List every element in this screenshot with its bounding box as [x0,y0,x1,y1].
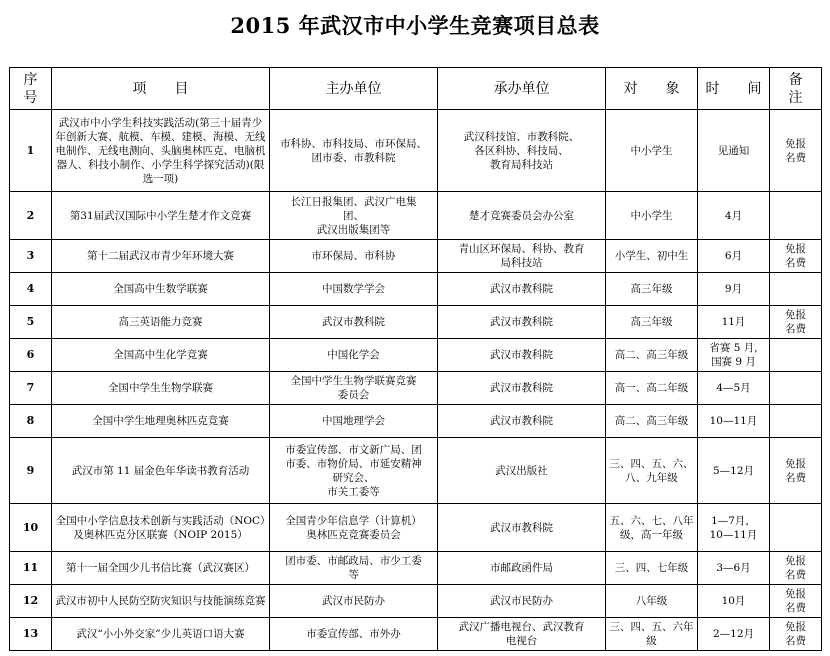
cell-num: 4 [10,273,52,306]
cell-target: 中小学生 [606,192,698,240]
cell-target: 小学生、初中生 [606,240,698,273]
cell-num: 3 [10,240,52,273]
cell-num: 12 [10,585,52,618]
cell-time: 1—7月， 10—11月 [698,504,770,552]
header-note: 备 注 [770,68,822,110]
cell-project: 第十二届武汉市青少年环境大赛 [52,240,270,273]
header-row [10,68,822,110]
cell-num: 7 [10,372,52,405]
cell-organizer: 武汉市教科院 [438,306,606,339]
cell-organizer: 青山区环保局、科协、教育 局科技站 [438,240,606,273]
table-row [10,552,822,585]
table-row [10,240,822,273]
cell-time: 6月 [698,240,770,273]
cell-note: 免报 名费 [770,552,822,585]
cell-time: 10—11月 [698,405,770,438]
table-row [10,306,822,339]
table-row [10,438,822,504]
header-time: 时 间 [698,68,770,110]
cell-target: 高三年级 [606,273,698,306]
cell-note: 免报 名费 [770,585,822,618]
cell-host: 全国青少年信息学（计算机） 奥林匹克竞赛委员会 [270,504,438,552]
cell-organizer: 武汉市教科院 [438,339,606,372]
cell-time: 4—5月 [698,372,770,405]
cell-organizer: 武汉出版社 [438,438,606,504]
table-row [10,504,822,552]
cell-project: 全国中小学信息技术创新与实践活动（NOC）及奥林匹克分区联赛（NOIP 2015） [52,504,270,552]
cell-note: 免报 名费 [770,110,822,192]
cell-num: 5 [10,306,52,339]
cell-target: 五、六、七、八年 级，高一年级 [606,504,698,552]
cell-project: 武汉“小小外交家”少儿英语口语大赛 [52,618,270,651]
cell-target: 八年级 [606,585,698,618]
cell-host: 中国地理学会 [270,405,438,438]
cell-num: 11 [10,552,52,585]
table-row [10,405,822,438]
cell-target: 高一、高二年级 [606,372,698,405]
cell-host: 全国中学生生物学联赛竞赛 委员会 [270,372,438,405]
header-num: 序 号 [10,68,52,110]
cell-time: 11月 [698,306,770,339]
cell-project: 武汉市第 11 届金色年华读书教育活动 [52,438,270,504]
cell-note [770,273,822,306]
cell-num: 10 [10,504,52,552]
cell-note [770,405,822,438]
cell-note: 免报 名费 [770,306,822,339]
cell-organizer: 楚才竞赛委员会办公室 [438,192,606,240]
cell-time: 10月 [698,585,770,618]
header-target: 对 象 [606,68,698,110]
cell-host: 武汉市教科院 [270,306,438,339]
cell-num: 9 [10,438,52,504]
cell-note [770,372,822,405]
table-row [10,273,822,306]
table-row [10,339,822,372]
cell-organizer: 武汉科技馆、市教科院、 各区科协、科技局、 教育局科技站 [438,110,606,192]
cell-time: 5—12月 [698,438,770,504]
cell-target: 三、四、五、六、 八、九年级 [606,438,698,504]
cell-target: 高二、高三年级 [606,339,698,372]
cell-project: 高三英语能力竞赛 [52,306,270,339]
cell-target: 高二、高三年级 [606,405,698,438]
cell-organizer: 武汉市教科院 [438,372,606,405]
cell-time: 4月 [698,192,770,240]
cell-num: 1 [10,110,52,192]
cell-project: 第十一届全国少儿书信比赛（武汉赛区） [52,552,270,585]
header-organizer: 承办单位 [438,68,606,110]
cell-organizer: 市邮政函件局 [438,552,606,585]
cell-num: 2 [10,192,52,240]
cell-project: 全国高中生化学竞赛 [52,339,270,372]
cell-project: 全国中学生地理奥林匹克竞赛 [52,405,270,438]
cell-organizer: 武汉市教科院 [438,273,606,306]
cell-note: 免报 名费 [770,438,822,504]
cell-project: 全国中学生生物学联赛 [52,372,270,405]
table-row [10,585,822,618]
cell-time: 9月 [698,273,770,306]
cell-num: 8 [10,405,52,438]
page-title: 2015 年武汉市中小学生竞赛项目总表 [230,13,600,38]
cell-organizer: 武汉广播电视台、武汉教育 电视台 [438,618,606,651]
cell-project: 第31届武汉国际中小学生楚才作文竞赛 [52,192,270,240]
cell-organizer: 武汉市民防办 [438,585,606,618]
cell-host: 团市委、市邮政局、市少工委 等 [270,552,438,585]
cell-note [770,504,822,552]
competition-table [9,67,822,651]
cell-note: 免报 名费 [770,240,822,273]
cell-project: 武汉市中小学生科技实践活动(第三十届青少年创新大赛、航模、车模、建模、海模、无线电制作、无线电测向、头脑奥林匹克、电脑机器人、科技小制作、小学生科学探究活动)(限选一项) [52,110,270,192]
cell-note [770,339,822,372]
header-host: 主办单位 [270,68,438,110]
cell-time: 3—6月 [698,552,770,585]
cell-note [770,192,822,240]
table-row [10,618,822,651]
table-row [10,192,822,240]
cell-host: 市科协、市科技局、市环保局、 团市委、市教科院 [270,110,438,192]
cell-host: 市委宣传部、市外办 [270,618,438,651]
cell-host: 市委宣传部、市文新广局、团 市委、市物价局、市延安精神 研究会、 市关工委等 [270,438,438,504]
cell-target: 中小学生 [606,110,698,192]
cell-time: 2—12月 [698,618,770,651]
cell-note: 免报 名费 [770,618,822,651]
cell-num: 6 [10,339,52,372]
cell-host: 市环保局、市科协 [270,240,438,273]
cell-target: 高三年级 [606,306,698,339]
cell-host: 中国数学学会 [270,273,438,306]
cell-target: 三、四、五、六年 级 [606,618,698,651]
cell-organizer: 武汉市教科院 [438,504,606,552]
cell-num: 13 [10,618,52,651]
table-row [10,372,822,405]
cell-project: 武汉市初中人民防空防灾知识与技能演练竞赛 [52,585,270,618]
cell-time: 省赛 5 月, 国赛 9 月 [698,339,770,372]
header-project: 项 目 [52,68,270,110]
cell-host: 长江日报集团、武汉广电集 团、 武汉出版集团等 [270,192,438,240]
cell-host: 武汉市民防办 [270,585,438,618]
cell-host: 中国化学会 [270,339,438,372]
cell-time: 见通知 [698,110,770,192]
table-row [10,110,822,192]
cell-target: 三、四、七年级 [606,552,698,585]
cell-organizer: 武汉市教科院 [438,405,606,438]
cell-project: 全国高中生数学联赛 [52,273,270,306]
